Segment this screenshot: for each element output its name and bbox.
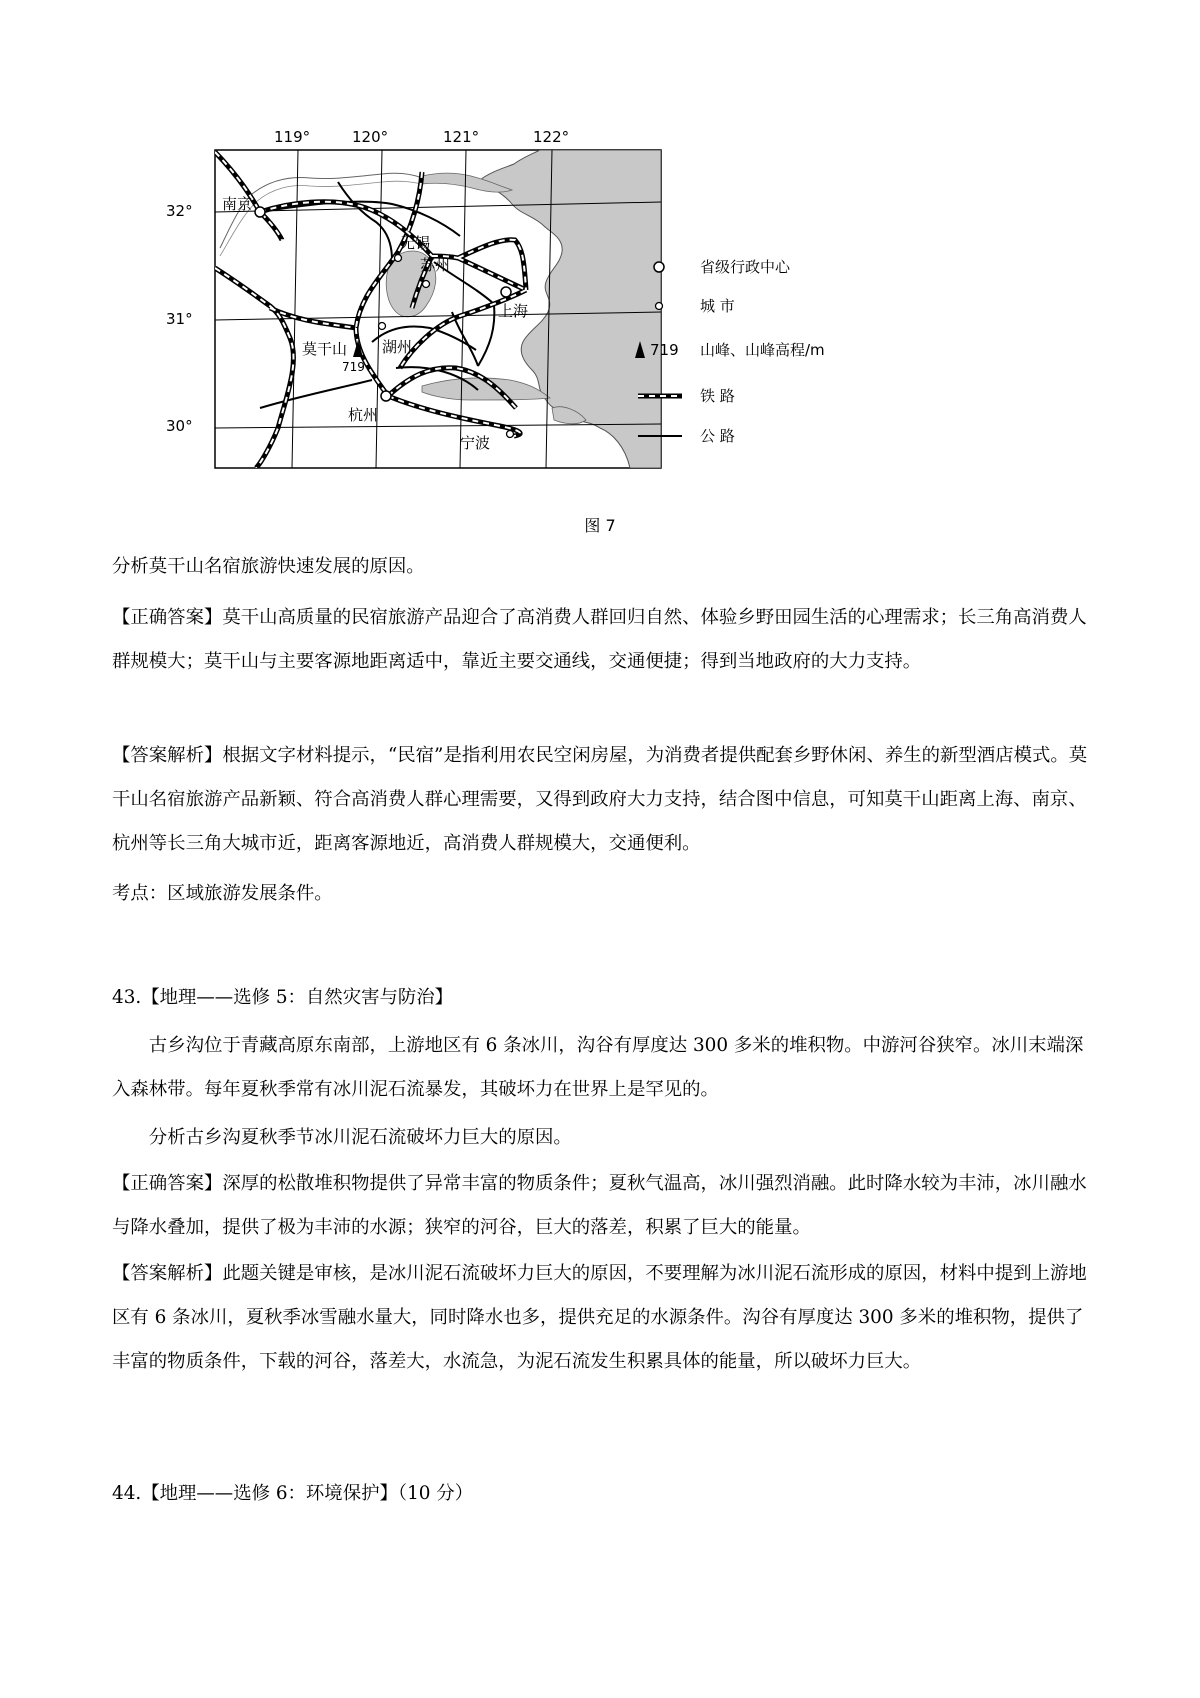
q43-question: 分析古乡沟夏秋季节冰川泥石流破坏力巨大的原因。: [148, 1127, 572, 1148]
legend-peak-label: 山峰、山峰高程/m: [700, 341, 825, 359]
map-svg: [160, 128, 940, 528]
q42-analysis-tag: 【答案解析】: [112, 745, 223, 766]
q42-answer-tag: 【正确答案】: [112, 607, 223, 628]
map-legend: [635, 258, 825, 445]
suzhou-marker: [423, 281, 430, 288]
legend-city-label: 城 市: [700, 297, 735, 315]
wuxi-label: 无锡: [400, 234, 431, 252]
moganshan-label: 莫干山: [302, 340, 348, 358]
lon-label-120: 120°: [352, 128, 389, 146]
q42-answer-text: 莫干山高质量的民宿旅游产品迎合了高消费人群回归自然、体验乡野田园生活的心理需求；长三角高消费人群规模大；莫干山与主要客源地距离适中，靠近主要交通线，交通便捷；得到当地政府的大力支持。: [112, 607, 1087, 672]
legend-railway-label: 铁 路: [700, 387, 735, 405]
q42-answer: [112, 596, 1098, 684]
moganshan-elevation: 719: [342, 360, 365, 374]
q43-answer: [112, 1162, 1098, 1250]
q42-analysis: [112, 734, 1098, 866]
ningbo-marker: [507, 431, 514, 438]
q43-title: 43.【地理——选修 5：自然灾害与防治】: [112, 987, 454, 1008]
nanjing-label: 南京: [222, 195, 253, 213]
legend-city-icon: [656, 303, 663, 310]
lat-label-32: 32°: [166, 202, 193, 220]
ningbo-label: 宁波: [460, 434, 491, 452]
legend-provincial-icon: [654, 262, 664, 272]
nanjing-marker: [255, 207, 265, 217]
figure-caption: 图 7: [584, 516, 616, 535]
lat-label-31: 31°: [166, 310, 193, 328]
hangzhou-marker: [381, 391, 391, 401]
q43-analysis-text: 此题关键是审核，是冰川泥石流破坏力巨大的原因，不要理解为冰川泥石流形成的原因，材料中提到上游地区有 6 条冰川，夏秋季冰雪融水量大，同时降水也多，提供充足的水源条件。沟谷有厚度达 300 多米的堆积物，提供了丰富的物质条件，下载的河谷，落差大，水流急，为泥石流发生积累具体的能量，所以破坏力巨大。: [112, 1263, 1087, 1372]
legend-peak-value: 719: [650, 341, 679, 359]
q43-analysis: [112, 1252, 1098, 1384]
huzhou-marker: [379, 323, 386, 330]
shanghai-label: 上海: [498, 302, 529, 320]
q42-kaodian: 考点：区域旅游发展条件。: [112, 883, 333, 904]
map-figure: [160, 128, 940, 528]
q42-question: 分析莫干山名宿旅游快速发展的原因。: [112, 556, 425, 577]
q43-material: 古乡沟位于青藏高原东南部，上游地区有 6 条冰川，沟谷有厚度达 300 多米的堆积物。中游河谷狭窄。冰川末端深入森林带。每年夏秋季常有冰川泥石流暴发，其破坏力在世界上是罕见的。: [112, 1035, 1084, 1100]
q43-answer-tag: 【正确答案】: [112, 1173, 223, 1194]
suzhou-label: 苏州: [420, 256, 451, 274]
q43-analysis-tag: 【答案解析】: [112, 1263, 223, 1284]
q44-title: 44.【地理——选修 6：环境保护】（10 分）: [112, 1483, 474, 1504]
q42-analysis-text: 根据文字材料提示，“民宿”是指利用农民空闲房屋，为消费者提供配套乡野休闲、养生的新型酒店模式。莫干山名宿旅游产品新颖、符合高消费人群心理需要，又得到政府大力支持，结合图中信息，可知莫干山距离上海、南京、杭州等长三角大城市近，距离客源地近，高消费人群规模大，交通便利。: [112, 745, 1088, 854]
legend-provincial-label: 省级行政中心: [700, 258, 791, 276]
shanghai-marker: [501, 287, 511, 297]
legend-highway-label: 公 路: [700, 427, 735, 445]
huzhou-label: 湖州: [382, 338, 413, 356]
q43-answer-text: 深厚的松散堆积物提供了异常丰富的物质条件；夏秋气温高，冰川强烈消融。此时降水较为丰沛，冰川融水与降水叠加，提供了极为丰沛的水源；狭窄的河谷，巨大的落差，积累了巨大的能量。: [112, 1173, 1087, 1238]
wuxi-marker: [395, 255, 402, 262]
hangzhou-label: 杭州: [348, 406, 379, 424]
lon-label-122: 122°: [533, 128, 570, 146]
lon-label-121: 121°: [443, 128, 480, 146]
lat-label-30: 30°: [166, 417, 193, 435]
lon-label-119: 119°: [274, 128, 311, 146]
